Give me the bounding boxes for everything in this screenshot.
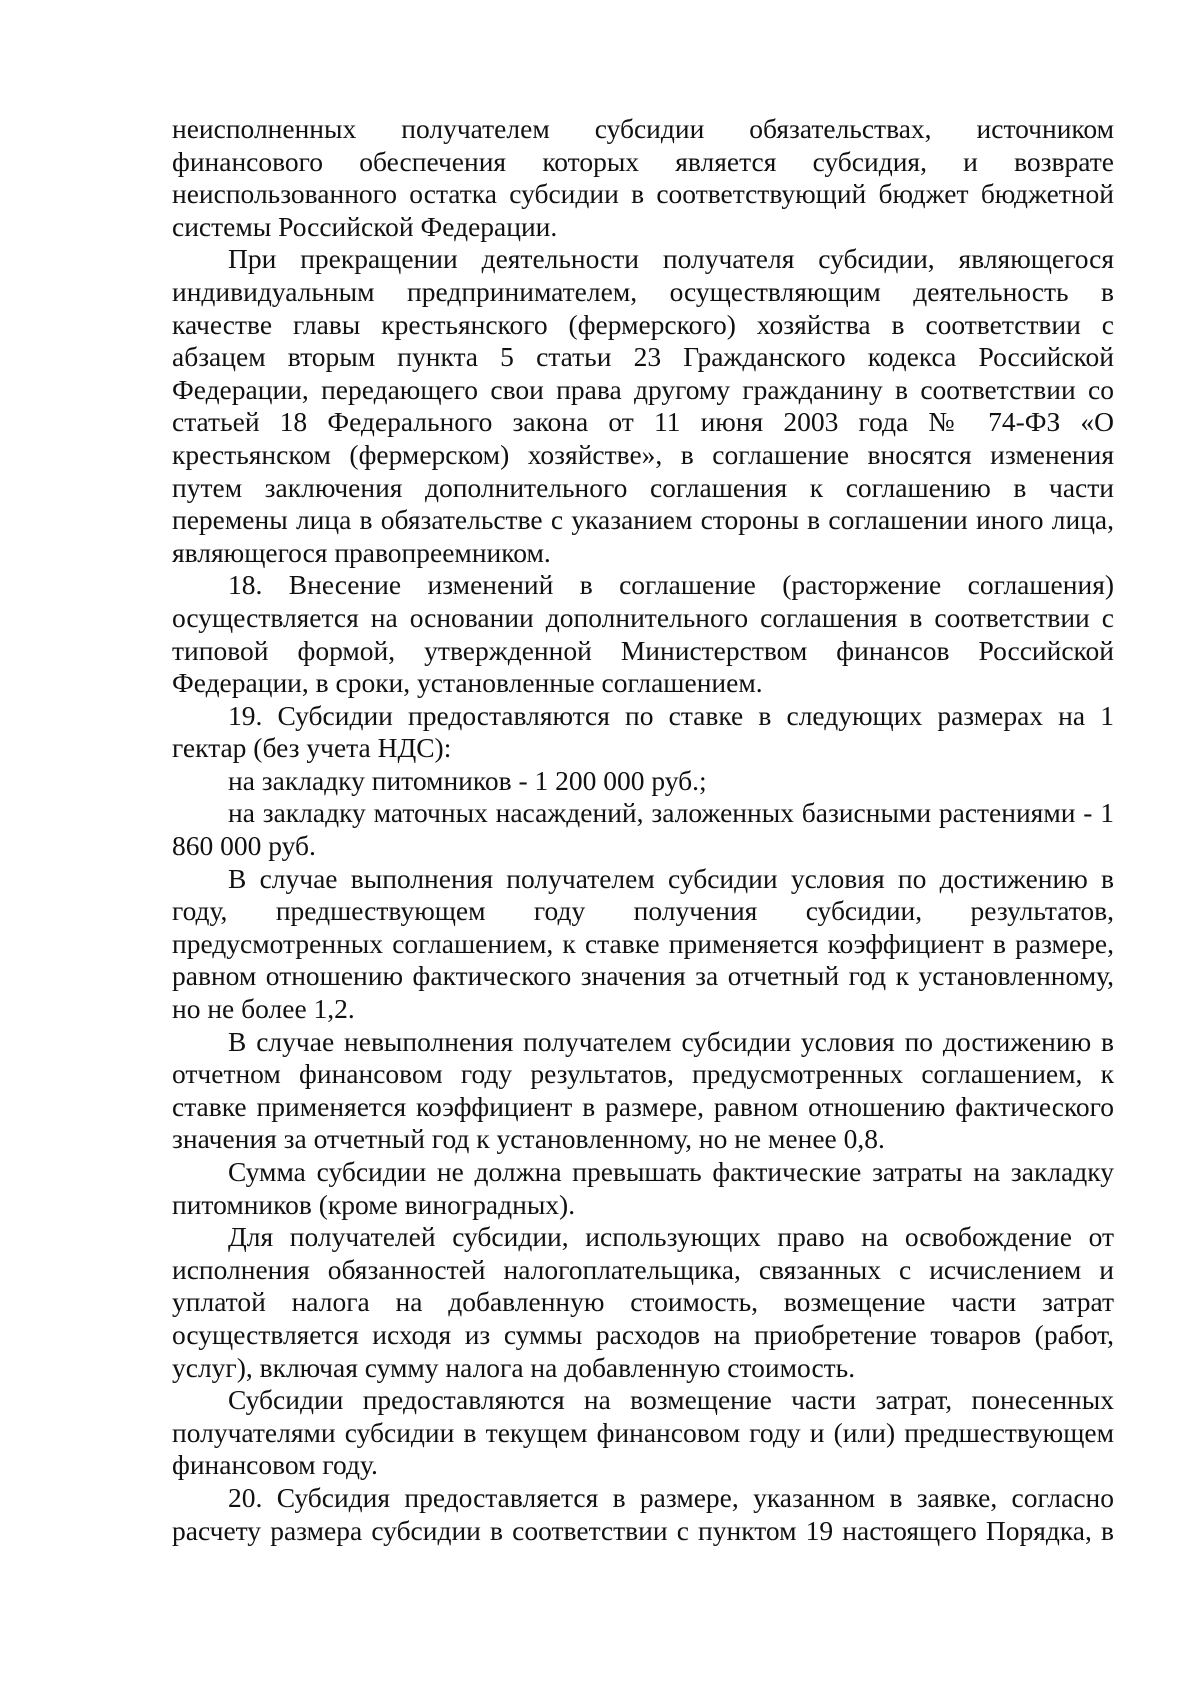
paragraph-continuation: неисполненных получателем субсидии обязательствах, источником финансового обеспечения которых является субсидия, и возврате неиспользованного остатка субсидии в соответствующий бюджет бюджетной системы Российской Федерации.: [172, 113, 1114, 242]
paragraph-cost-period: Субсидии предоставляются на возмещение части затрат, понесенных получателями субсидии в текущем финансовом году и (или) предшествующем финансовом году.: [172, 1384, 1114, 1481]
paragraph-coefficient-max: В случае выполнения получателем субсидии условия по достижению в году, предшествующем году получения субсидии, результатов, предусмотренных соглашением, к ставке применяется коэффициент в размере, равном отношению фактического значения за отчетный год к установленному, но не более 1,2.: [172, 862, 1114, 1025]
paragraph-subsidy-limit: Сумма субсидии не должна превышать фактические затраты на закладку питомников (кроме виноградных).: [172, 1156, 1114, 1220]
paragraph-clause-19: 19. Субсидии предоставляются по ставке в следующих размерах на 1 гектар (без учета НДС):: [172, 699, 1114, 764]
document-body: [172, 113, 1114, 1547]
paragraph-clause-20: 20. Субсидия предоставляется в размере, указанном в заявке, согласно расчету размера субсидии в соответствии с пунктом 19 настоящего Порядка, в: [172, 1481, 1114, 1546]
paragraph-rate-mother-plantings: на закладку маточных насаждений, заложенных базисными растениями - 1 860 000 руб.: [172, 797, 1114, 862]
paragraph-clause-18: 18. Внесение изменений в соглашение (расторжение соглашения) осуществляется на основании дополнительного соглашения в соответствии с типовой формой, утвержденной Министерством финансов Российской Федерации, в сроки, установленные соглашением.: [172, 569, 1114, 699]
paragraph-vat-exempt: Для получателей субсидии, использующих право на освобождение от исполнения обязанностей налогоплательщика, связанных с исчислением и уплатой налога на добавленную стоимость, возмещение части затрат осуществляется исходя из суммы расходов на приобретение товаров (работ, услуг), включая сумму налога на добавленную стоимость.: [172, 1221, 1114, 1383]
paragraph-successor: При прекращении деятельности получателя субсидии, являющегося индивидуальным предпринимателем, осуществляющим деятельность в качестве главы крестьянского (фермерского) хозяйства в соответствии с абзацем вторым пункта 5 статьи 23 Гражданского кодекса Российской Федерации, передающего свои права другому гражданину в соответствии со статьей 18 Федерального закона от 11 июня 2003 года № 74-ФЗ «О крестьянском (фермерском) хозяйстве», в соглашение вносятся изменения путем заключения дополнительного соглашения к соглашению в части перемены лица в обязательстве с указанием стороны в соглашении иного лица, являющегося правопреемником.: [172, 243, 1114, 568]
paragraph-coefficient-min: В случае невыполнения получателем субсидии условия по достижению в отчетном финансовом году результатов, предусмотренных соглашением, к ставке применяется коэффициент в размере, равном отношению фактического значения за отчетный год к установленному, но не менее 0,8.: [172, 1025, 1114, 1155]
paragraph-rate-nurseries: на закладку питомников - 1 200 000 руб.;: [228, 764, 707, 796]
